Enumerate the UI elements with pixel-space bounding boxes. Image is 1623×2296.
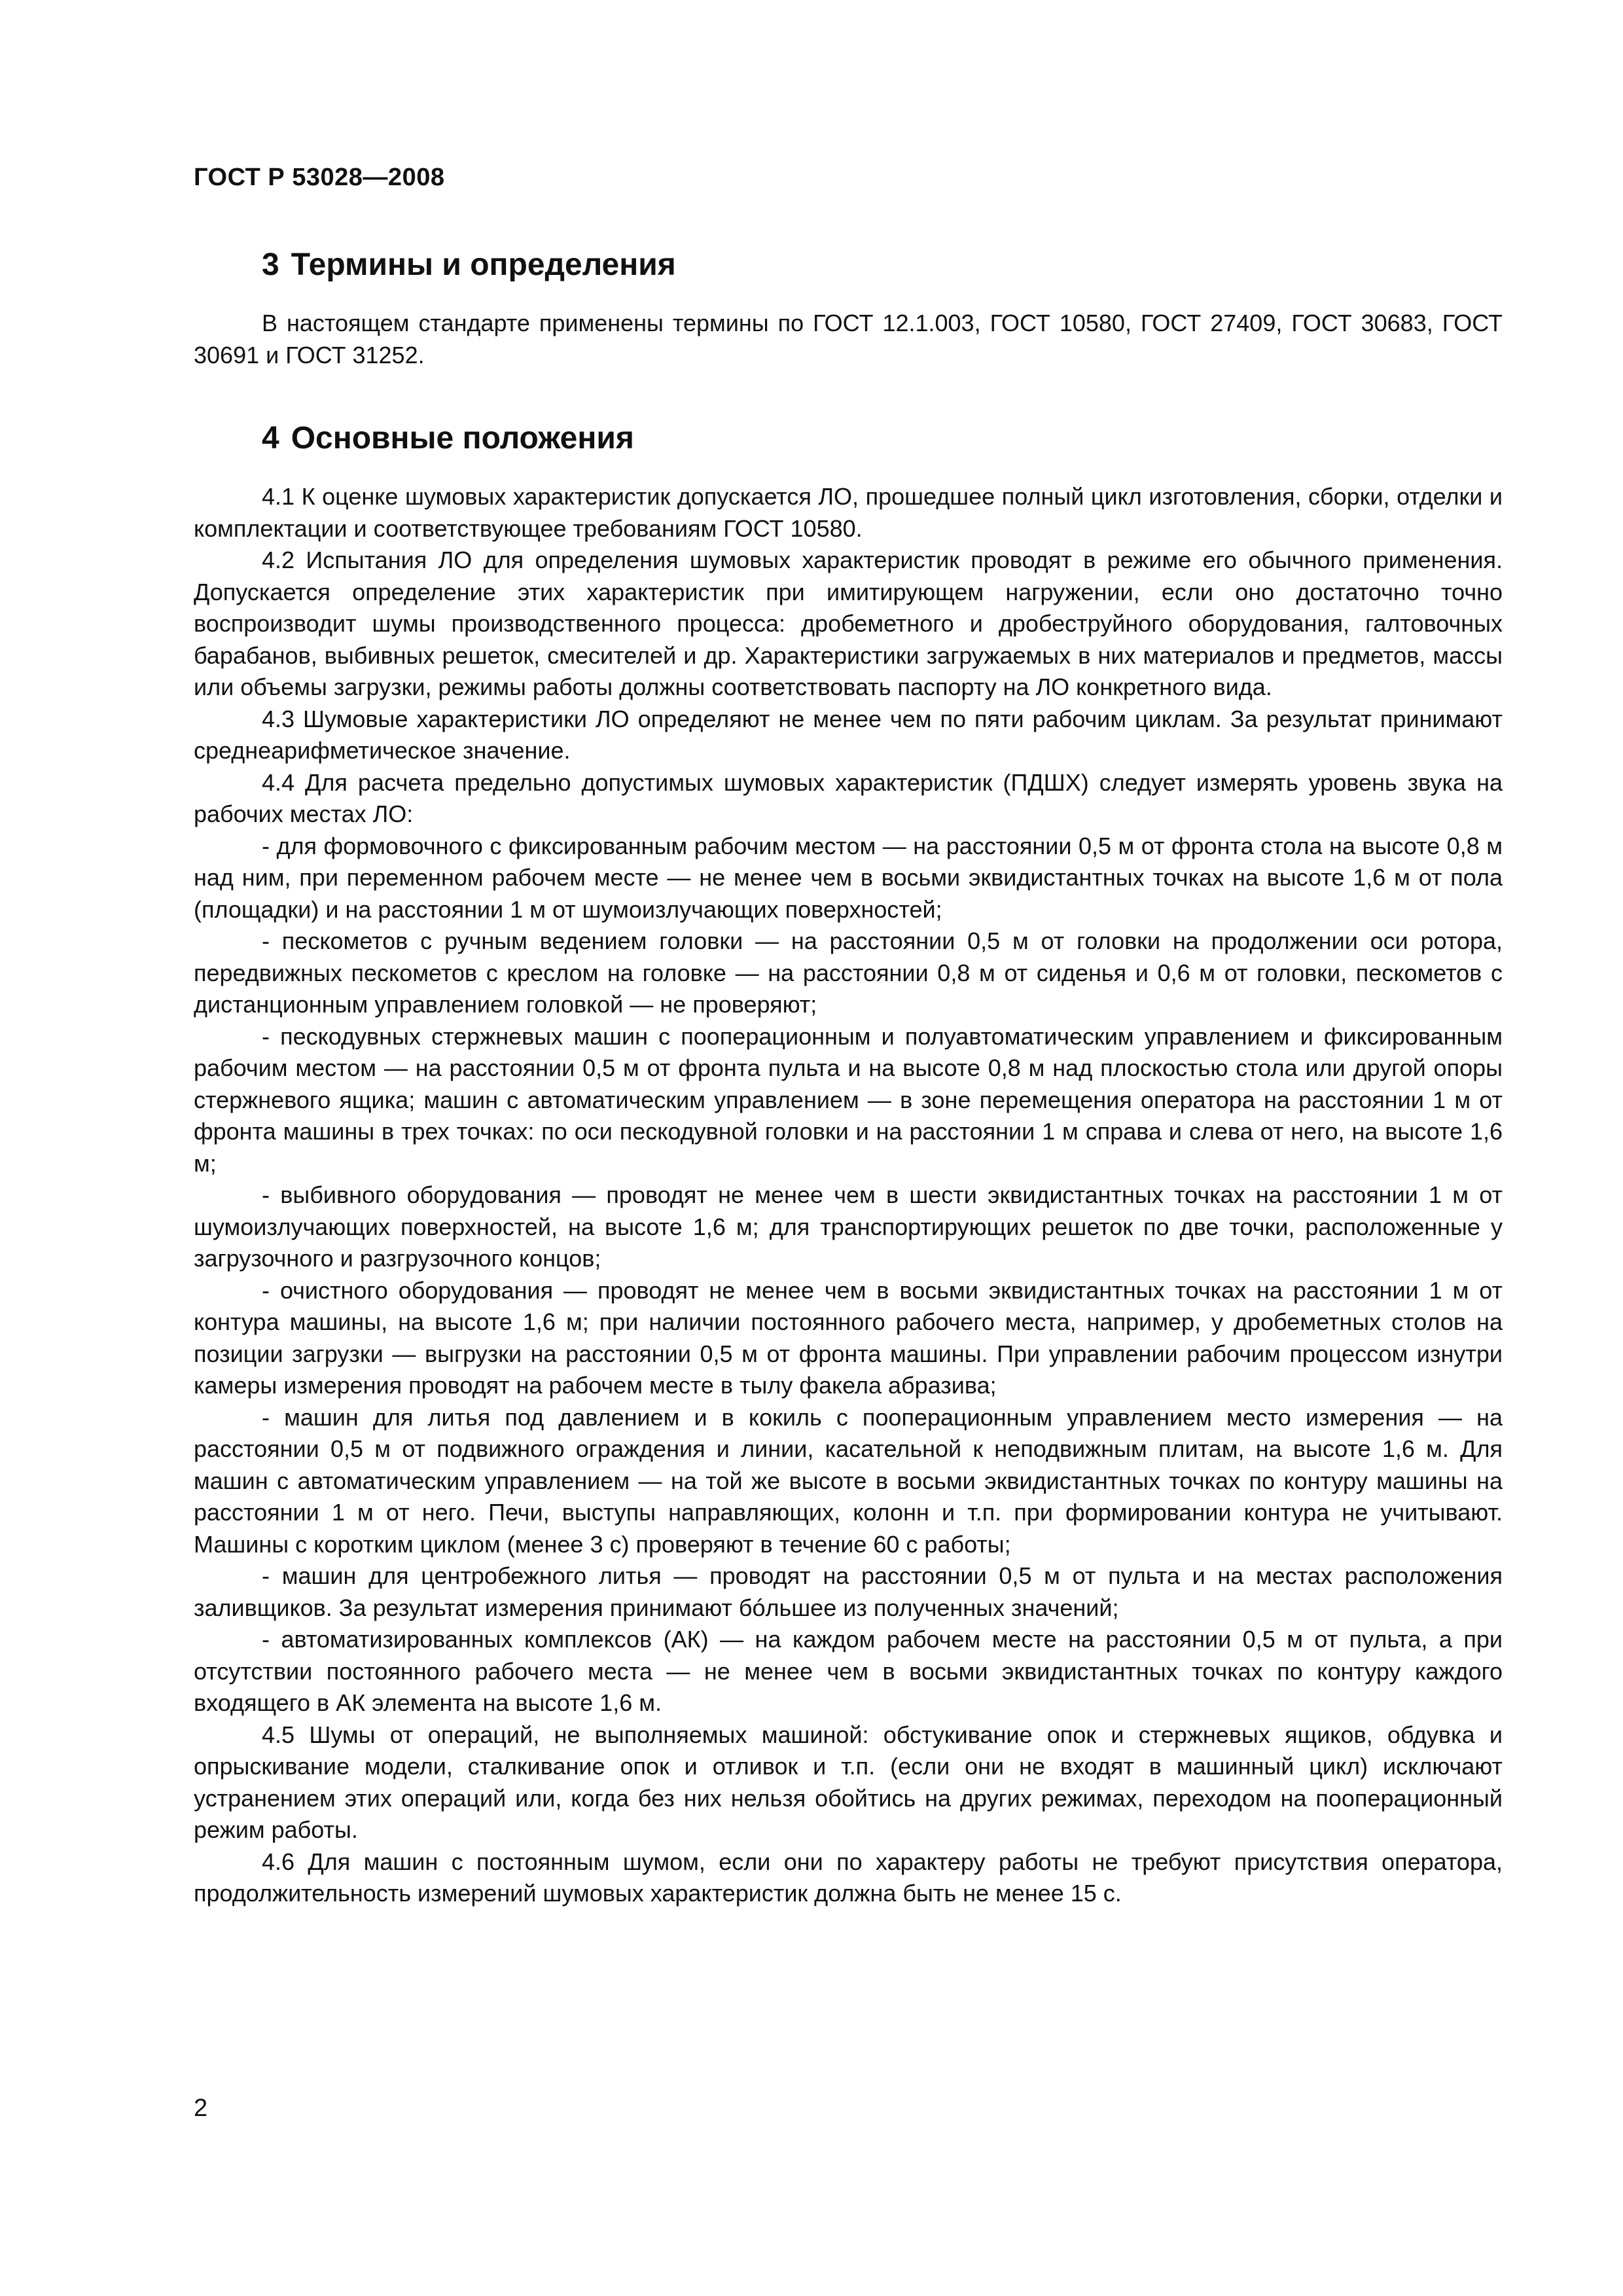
section-3-title (194, 242, 1503, 288)
paragraph-4-5: 4.5 Шумы от операций, не выполняемых машиной: обстукивание опок и стержневых ящиков, обдувка и опрыскивание модели, сталкивание опок и отливок и т.п. (если они не входят в машинный цикл) исключают устранением этих операций или, когда без них нельзя обойтись на других режимах, переходом на пооперационный режим работы. (194, 1721, 1503, 1843)
section-4-title (194, 416, 1503, 461)
document-body (194, 229, 1503, 1910)
document-code-header: ГОСТ Р 53028—2008 (194, 164, 445, 191)
paragraph-4-3: 4.3 Шумовые характеристики ЛО определяют не менее чем по пяти рабочим циклам. За результат принимают среднеарифметическое значение. (194, 705, 1503, 764)
list-item-centrifugal: - машин для центробежного литья — проводят на расстоянии 0,5 м от пульта и на местах расположения заливщиков. За результат измерения принимают бóльшее из полученных значений; (194, 1562, 1503, 1621)
list-item-cleaning: - очистного оборудования — проводят не менее чем в восьми эквидистантных точках на расстоянии 1 м от контура машины, на высоте 1,6 м; при наличии постоянного рабочего места, например, у дробеметных столов на позиции загрузки — выгрузки на расстоянии 0,5 м от фронта машины. При управлении рабочим процессом изнутри камеры измерения проводят на рабочем месте в тылу факела абразива; (194, 1276, 1503, 1399)
list-item-die-casting: - машин для литья под давлением и в кокиль с пооперационным управлением место измерения — на расстоянии 0,5 м от подвижного ограждения и линии, касательной к неподвижным плитам, на высоте 1,6 м. Для машин с автоматическим управлением — на той же высоте в восьми эквидистантных точках по контуру машины на расстоянии 1 м от него. Печи, выступы направляющих, колонн и т.п. при формировании контура не учитывают. Машины с коротким циклом (менее 3 с) проверяют в течение 60 с работы; (194, 1403, 1503, 1558)
paragraph-4-6: 4.6 Для машин с постоянным шумом, если они по характеру работы не требуют присутствия оператора, продолжительность измерений шумовых характеристик должна быть не менее 15 с. (194, 1848, 1503, 1907)
list-item-sand-slingers: - пескометов с ручным ведением головки — на расстоянии 0,5 м от головки на продолжении оси ротора, передвижных пескометов с креслом на головке — на расстоянии 0,8 м от сиденья и 0,6 м от головки, пескометов с дистанционным управлением головкой — не проверяют; (194, 927, 1503, 1018)
paragraph: В настоящем стандарте применены термины по ГОСТ 12.1.003, ГОСТ 10580, ГОСТ 27409, ГОСТ 30683, ГОСТ 30691 и ГОСТ 31252. (194, 310, 1503, 368)
section-number: 4 (262, 421, 279, 456)
section-number: 3 (262, 247, 279, 282)
list-item-automated-complexes: - автоматизированных комплексов (АК) — на каждом рабочем месте на расстоянии 0,5 м от пульта, а при отсутствии постоянного рабочего места — не менее чем в восьми эквидистантных точках по контуру каждого входящего в АК элемента на высоте 1,6 м. (194, 1626, 1503, 1716)
paragraph-4-1: 4.1 К оценке шумовых характеристик допускается ЛО, прошедшее полный цикл изготовления, сборки, отделки и комплектации и соответствующее требованиям ГОСТ 10580. (194, 483, 1503, 542)
page-number: 2 (194, 2094, 208, 2122)
list-item-core-blowers: - пескодувных стержневых машин с пооперационным и полуавтоматическим управлением и фиксированным рабочим местом — на расстоянии 0,5 м от фронта пульта и на высоте 0,8 м над плоскостью стола или другой опоры стержневого ящика; машин с автоматическим управлением — в зоне перемещения оператора на расстоянии 1 м от фронта машины в трех точках: по оси пескодувной головки и на расстоянии 1 м справа и слева от него, на высоте 1,6 м; (194, 1022, 1503, 1177)
list-item-knockout: - выбивного оборудования — проводят не менее чем в шести эквидистантных точках на расстоянии 1 м от шумоизлучающих поверхностей, на высоте 1,6 м; для транспортирующих решеток по две точки, расположенные у загрузочного и разгрузочного концов; (194, 1181, 1503, 1272)
paragraph-4-4: 4.4 Для расчета предельно допустимых шумовых характеристик (ПДШХ) следует измерять уровень звука на рабочих местах ЛО: (194, 768, 1503, 827)
section-spacer (194, 371, 1503, 403)
section-title-text: Основные положения (291, 421, 634, 456)
paragraph-4-2: 4.2 Испытания ЛО для определения шумовых характеристик проводят в режиме его обычного применения. Допускается определение этих характеристик при имитирующем нагружении, если оно достаточно точно воспроизводит шумы производственного процесса: дробеметного и дробеструйного оборудования, галтовочных барабанов, выбивных решеток, смесителей и др. Характеристики загружаемых в них материалов и предметов, массы или объемы загрузки, режимы работы должны соответствовать паспорту на ЛО конкретного вида. (194, 547, 1503, 700)
section-title-text: Термины и определения (291, 247, 676, 282)
list-item-molding: - для формовочного с фиксированным рабочим местом — на расстоянии 0,5 м от фронта стола на высоте 0,8 м над ним, при переменном рабочем месте — не менее чем в восьми эквидистантных точках на высоте 1,6 м от пола (площадки) и на расстоянии 1 м от шумоизлучающих поверхностей; (194, 832, 1503, 923)
